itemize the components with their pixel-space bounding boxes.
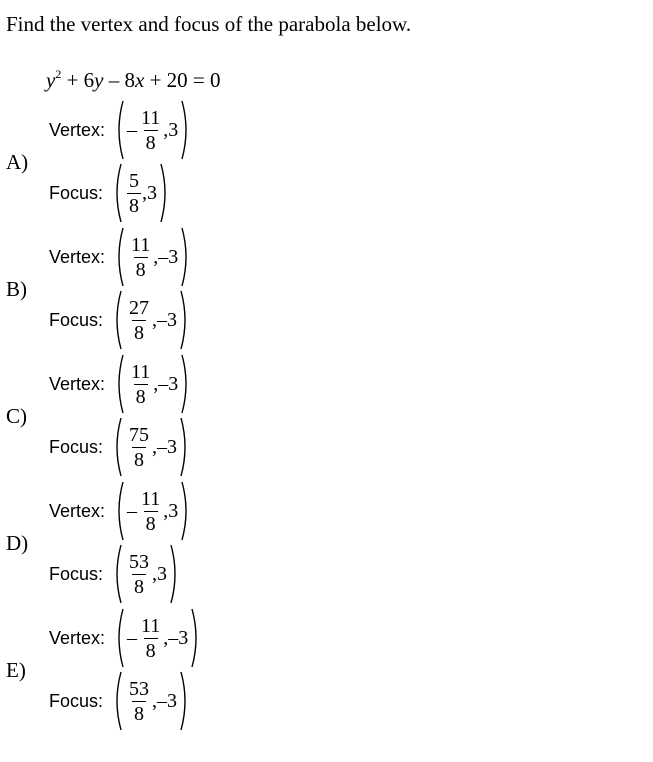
y-coordinate: ,–3 xyxy=(153,372,179,395)
coordinate-pair xyxy=(112,542,180,606)
vertex-row xyxy=(49,352,191,416)
denominator: 8 xyxy=(134,321,145,344)
focus-row xyxy=(49,542,180,606)
numerator: 5 xyxy=(129,169,140,192)
focus-row xyxy=(49,288,190,352)
sign: – xyxy=(127,626,138,649)
question-text: Find the vertex and focus of the parabola below. xyxy=(6,12,412,36)
fraction xyxy=(139,616,162,661)
focus-label: Focus: xyxy=(49,690,104,711)
vertex-row xyxy=(49,225,191,289)
focus-label: Focus: xyxy=(49,309,104,330)
coordinate-pair xyxy=(114,225,191,289)
fraction xyxy=(127,171,141,216)
denominator: 8 xyxy=(135,385,146,408)
y-coordinate: ,3 xyxy=(163,499,179,522)
choice-letter-4: E) xyxy=(6,658,26,682)
coordinate-pair xyxy=(112,288,190,352)
numerator: 11 xyxy=(141,106,161,129)
numerator: 11 xyxy=(131,233,151,256)
numerator: 11 xyxy=(141,614,161,637)
vertex-label: Vertex: xyxy=(49,246,106,267)
fraction xyxy=(127,298,151,343)
coordinate-pair xyxy=(114,352,191,416)
focus-label: Focus: xyxy=(49,563,104,584)
fraction xyxy=(139,489,162,534)
numerator: 27 xyxy=(129,296,150,319)
coordinate-pair xyxy=(114,98,191,162)
sign: – xyxy=(127,118,138,141)
focus-row xyxy=(49,415,190,479)
coordinate-pair xyxy=(114,479,191,543)
denominator: 8 xyxy=(135,258,146,281)
vertex-row xyxy=(49,606,201,670)
denominator: 8 xyxy=(134,448,145,471)
vertex-label: Vertex: xyxy=(49,373,106,394)
focus-label: Focus: xyxy=(49,182,104,203)
choice-letter-2: C) xyxy=(6,404,27,428)
y-coordinate: ,–3 xyxy=(163,626,189,649)
numerator: 53 xyxy=(129,550,150,573)
denominator: 8 xyxy=(134,702,145,725)
y-coordinate: ,–3 xyxy=(152,689,178,712)
fraction xyxy=(127,552,151,597)
denominator: 8 xyxy=(145,639,156,662)
vertex-row xyxy=(49,98,191,162)
vertex-row xyxy=(49,479,191,543)
denominator: 8 xyxy=(145,512,156,535)
choice-letter-3: D) xyxy=(6,531,29,555)
y-coordinate: ,3 xyxy=(142,181,158,204)
coordinate-pair xyxy=(112,669,190,733)
fraction xyxy=(127,679,151,724)
vertex-label: Vertex: xyxy=(49,500,106,521)
y-coordinate: ,3 xyxy=(152,562,168,585)
parabola-equation: $y^2 + 6y - 8x + 20 = 0$ xyxy=(46,67,221,92)
numerator: 53 xyxy=(129,677,150,700)
fraction xyxy=(129,362,152,407)
vertex-label: Vertex: xyxy=(49,119,106,140)
fraction xyxy=(139,108,162,153)
denominator: 8 xyxy=(129,194,140,217)
y-coordinate: ,–3 xyxy=(153,245,179,268)
y-coordinate: ,3 xyxy=(163,118,179,141)
y-coordinate: ,–3 xyxy=(152,435,178,458)
denominator: 8 xyxy=(134,575,145,598)
focus-row xyxy=(49,161,170,225)
coordinate-pair xyxy=(112,161,170,225)
focus-label: Focus: xyxy=(49,436,104,457)
numerator: 11 xyxy=(141,487,161,510)
denominator: 8 xyxy=(145,131,156,154)
coordinate-pair xyxy=(114,606,201,670)
numerator: 11 xyxy=(131,360,151,383)
fraction xyxy=(129,235,152,280)
choice-letter-1: B) xyxy=(6,277,27,301)
focus-row xyxy=(49,669,190,733)
numerator: 75 xyxy=(129,423,150,446)
choice-letter-0: A) xyxy=(6,150,29,174)
coordinate-pair xyxy=(112,415,190,479)
sign: – xyxy=(127,499,138,522)
y-coordinate: ,–3 xyxy=(152,308,178,331)
fraction xyxy=(127,425,151,470)
vertex-label: Vertex: xyxy=(49,627,106,648)
